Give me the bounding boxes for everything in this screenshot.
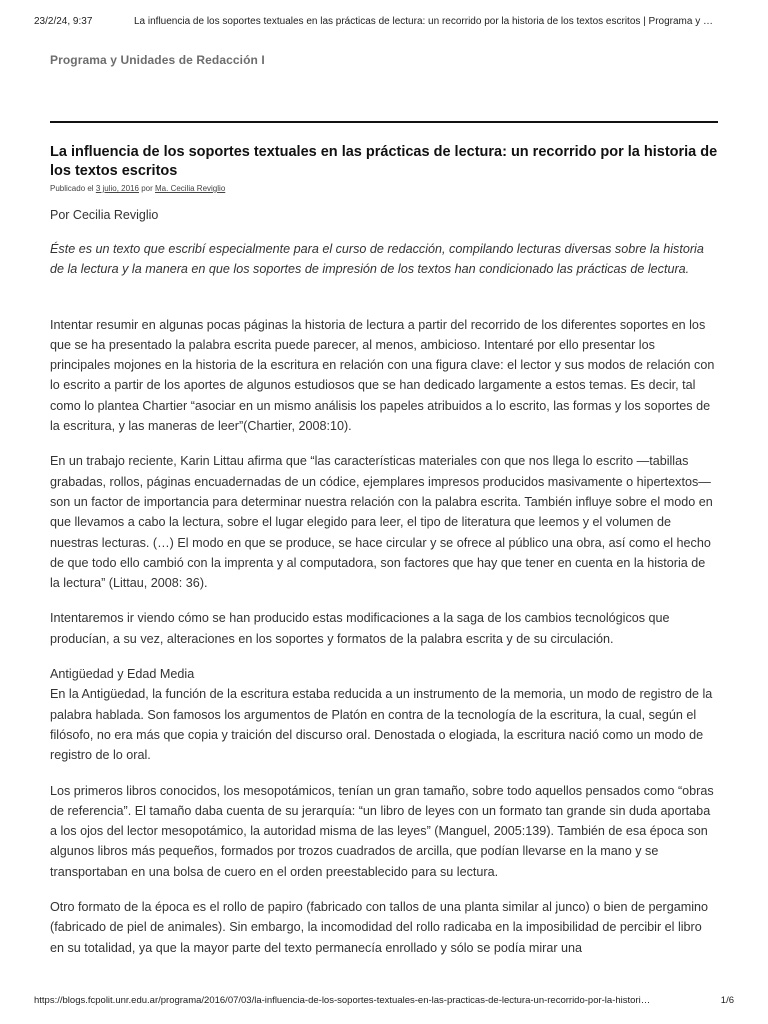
body-paragraph: Los primeros libros conocidos, los mesopotámicos, tenían un gran tamaño, sobre todo aquellos pensados como “obras de referencia”. El tamaño daba cuenta de su jerarquía: “un libro de leyes con un formato tan grande sin duda aportaba a los ojos del lector mesopotámico, la autoridad misma de las leyes” (Manguel, 2005:139). También de esa época son algunos libros más pequeños, formados por trozos cuadrados de arcilla, que podían llevarse en la mano y se transportaban en una bolsa de cuero en el orden preestablecido para su lectura. xyxy=(50,783,714,879)
print-date: 23/2/24, 9:37 xyxy=(34,16,93,27)
section-heading: Antigüedad y Edad Media xyxy=(50,667,195,682)
article-byline: Por Cecilia Reviglio xyxy=(50,208,159,222)
meta-published-label: Publicado el xyxy=(50,184,94,193)
header-divider xyxy=(50,121,718,123)
article xyxy=(50,143,718,958)
article-title: La influencia de los soportes textuales en las prácticas de lectura: un recorrido por la historia de los textos escritos xyxy=(50,144,718,179)
body-paragraph: En la Antigüedad, la función de la escritura estaba reducida a un instrumento de la memoria, un modo de registro de la palabra hablada. Son famosos los argumentos de Platón en contra de la tecnología de la escritura, la cual, según el filósofo, no era más que copia y traición del discurso oral. Denostada o elogiada, la escritura nació como un modo de registro de lo oral. xyxy=(50,687,713,763)
print-header xyxy=(34,16,748,30)
body-paragraph: Otro formato de la época es el rollo de papiro (fabricado con tallos de una planta similar al junco) o bien de pergamino (fabricado de piel de animales). Sin embargo, la incomodidad del rollo radicaba en la imposibilidad de percibir el libro en su totalidad, ya que la mayor parte del texto permanecía enrollado y sólo se podía mirar una xyxy=(50,900,709,955)
article-meta xyxy=(50,184,718,194)
print-url: https://blogs.fcpolit.unr.edu.ar/programa/2016/07/03/la-influencia-de-los-soportes-textuales-en-las-practicas-de-lectura-un-recorrido-por-la-histori… xyxy=(34,995,651,1006)
body-paragraph: Intentar resumir en algunas pocas páginas la historia de lectura a partir del recorrido de los diferentes soportes en los que se ha presentado la palabra escrita puede parecer, al menos, ambicioso. Intentaré por ello presentar los principales mojones en la historia de la escritura en relación con una figura clave: el lector y sus modos de relación con lo escrito a partir de los aportes de algunos estudiosos que se han dedicado largamente a estos temas. Es decir, tal como lo plantea Chartier “asociar en un mismo análisis los papeles atribuidos a lo escrito, las formas y los soportes de la escritura, y las maneras de leer”(Chartier, 2008:10). xyxy=(50,317,715,434)
body-paragraph: Intentaremos ir viendo cómo se han producido estas modificaciones a la saga de los cambios tecnológicos que producían, a su vez, alteraciones en los soportes y formatos de la palabra escrita y de su circulación. xyxy=(50,611,670,646)
site-title-link[interactable]: Programa y Unidades de Redacción I xyxy=(50,53,265,67)
meta-by-label: por xyxy=(141,184,153,193)
meta-date-link[interactable]: 3 julio, 2016 xyxy=(95,184,139,193)
body-paragraph: En un trabajo reciente, Karin Littau afirma que “las características materiales con que nos llega lo escrito —tabillas grabadas, rollos, páginas encuadernadas de un códice, ejemplares impresos producidos masivamente o hipertextos— son un factor de importancia para determinar nuestra relación con la palabra escrita. También influye sobre el modo en que llevamos a cabo la lectura, sobre el lugar elegido para leer, el tipo de literatura que leemos y el volumen de nuestras lecturas. (…) El modo en que se produce, se hace circular y se ofrece al público una obra, así como el hecho de que todo ello cambió con la imprenta y al computadora, son factores que hay que tener en cuenta en la historia de la lectura” (Littau, 2008: 36). xyxy=(50,454,713,591)
meta-author-link[interactable]: Ma. Cecilia Reviglio xyxy=(155,184,226,193)
article-body xyxy=(50,315,718,958)
article-intro: Éste es un texto que escribí especialmente para el curso de redacción, compilando lecturas diversas sobre la historia de la lectura y la manera en que los soportes de impresión de los textos han condicionado las prácticas de lectura. xyxy=(50,242,704,277)
print-page-number: 1/6 xyxy=(720,995,734,1006)
print-document-title: La influencia de los soportes textuales en las prácticas de lectura: un recorrido por la historia de los textos escritos | Programa y … xyxy=(134,16,713,27)
